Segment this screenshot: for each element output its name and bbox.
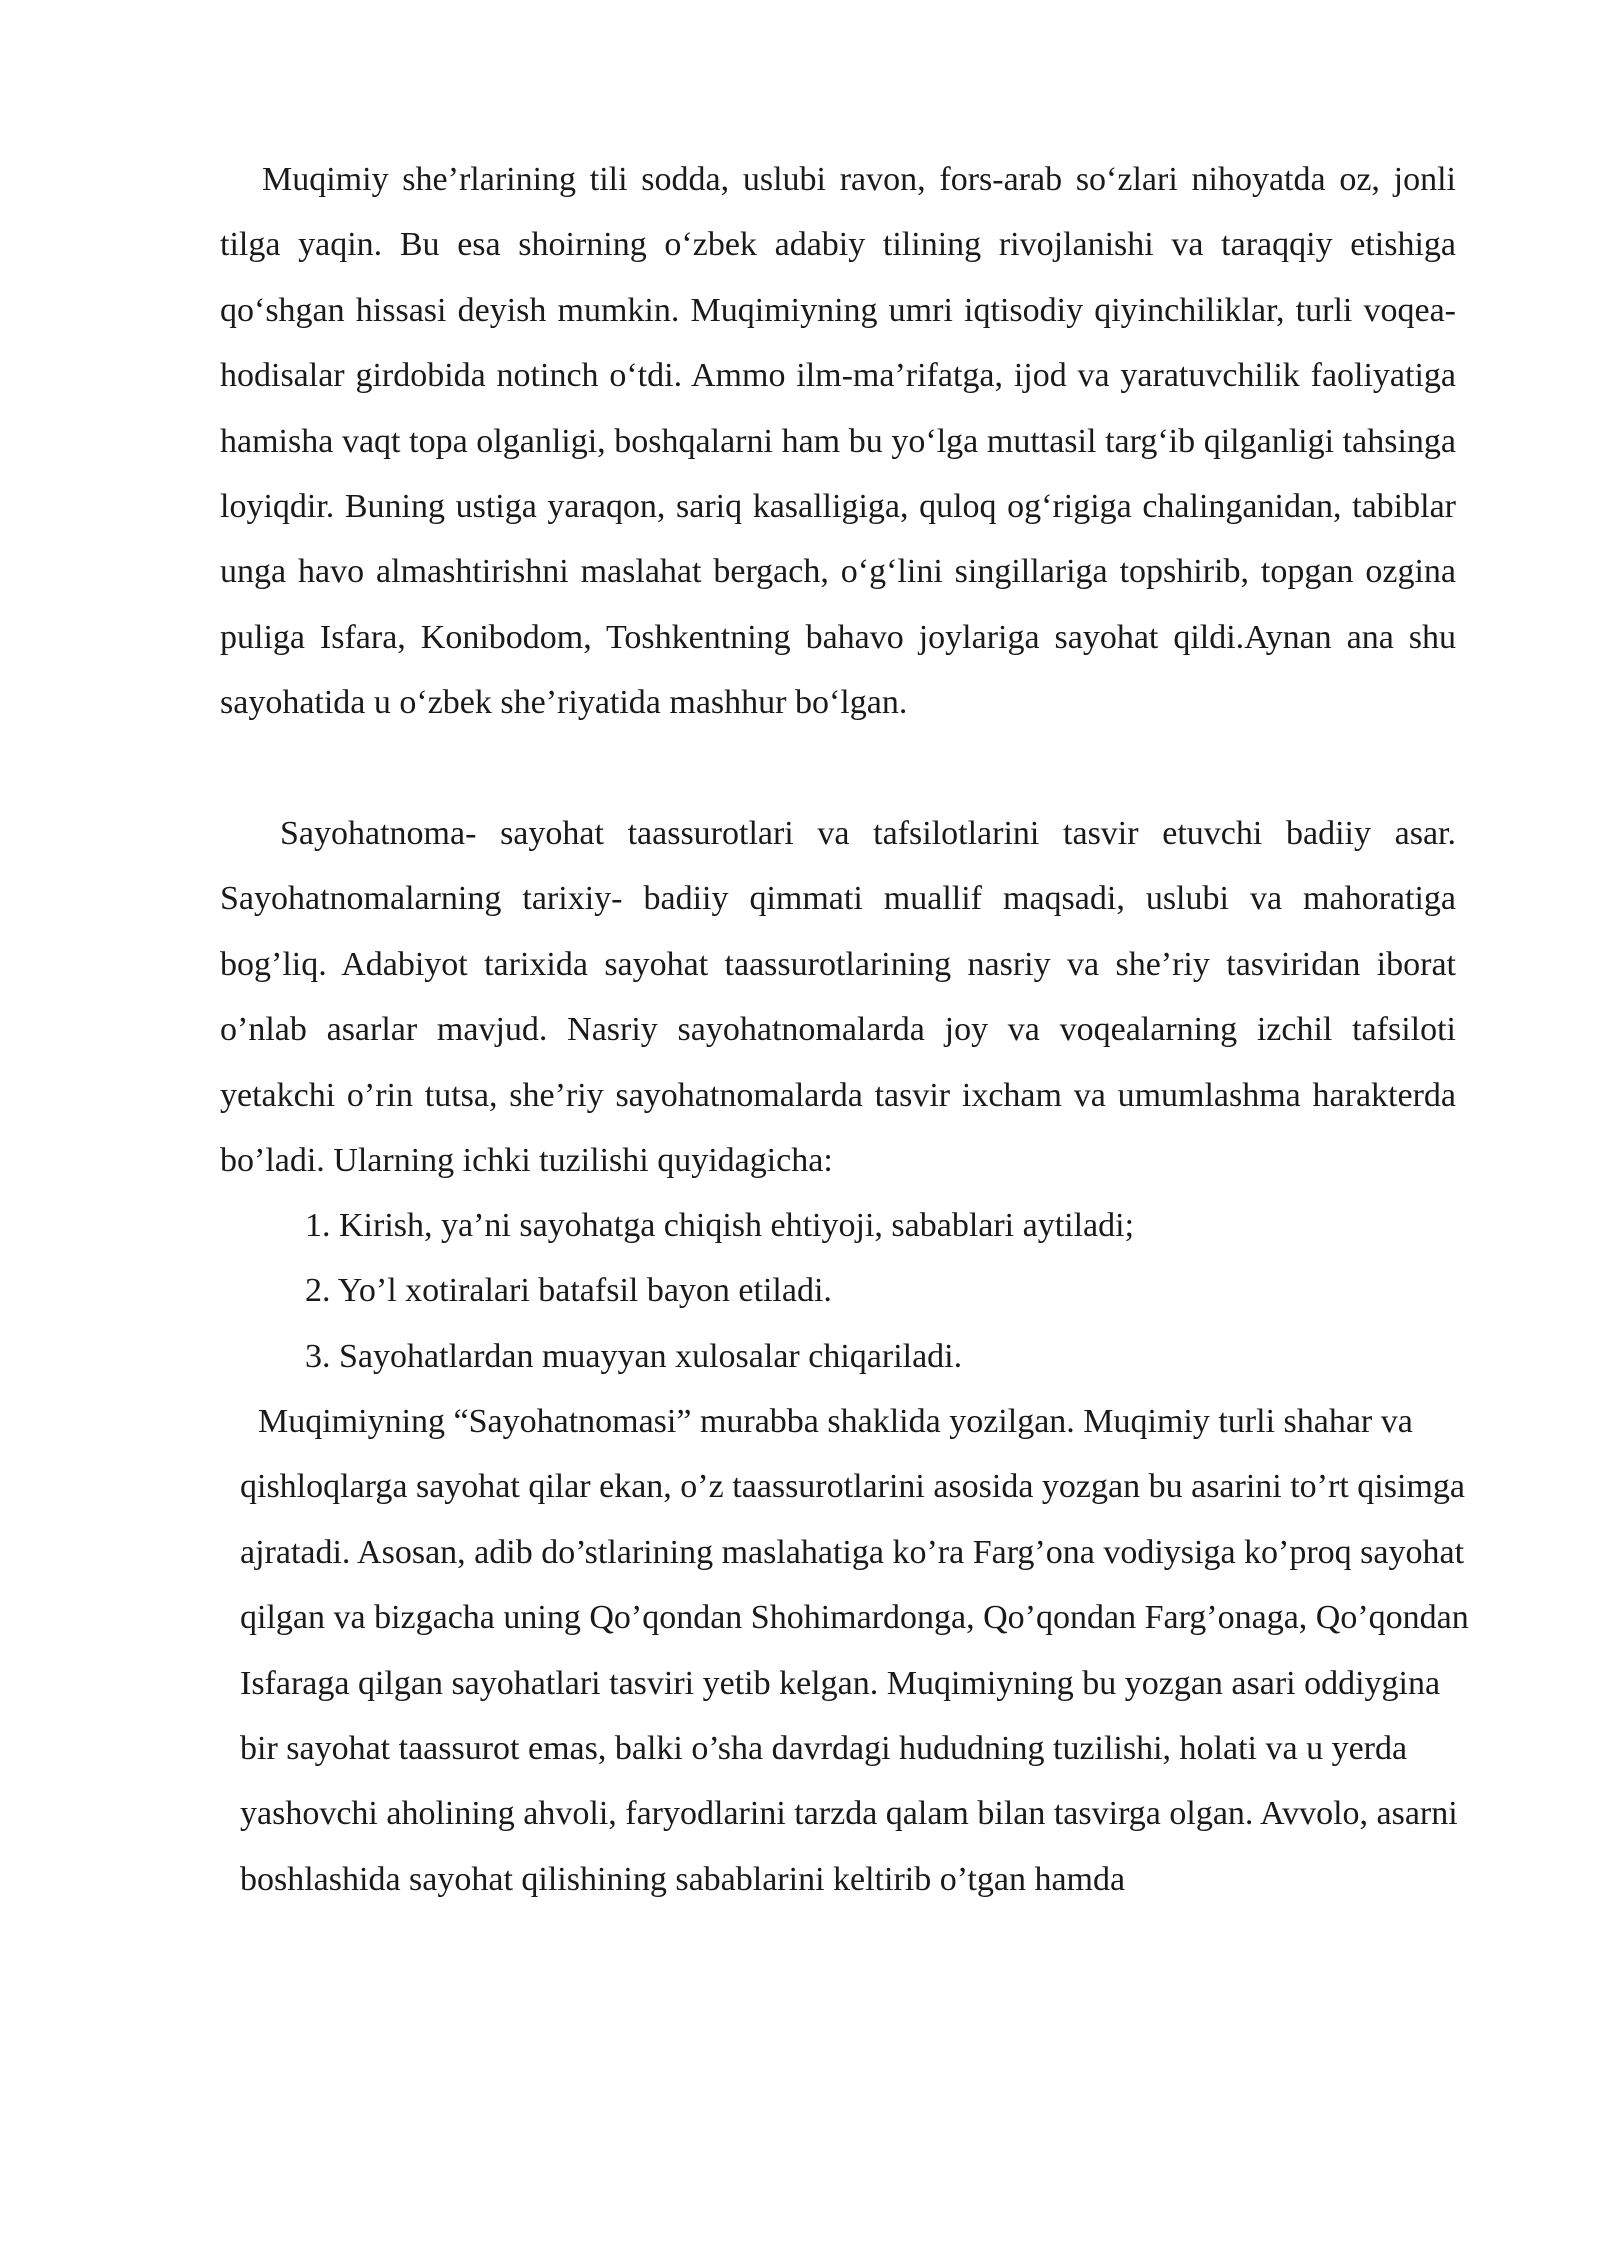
list-item: 2. Yo’l xotiralari batafsil bayon etiladi. [305, 1272, 832, 1310]
paragraph-muqimiy-language: Muqimiy she’rlarining tili sodda, uslubi ravon, fors-arab so‘zlari nihoyatda oz, jonli tilga yaqin. Bu esa shoirning o‘zbek adabiy tilining rivojlanishi va taraqqiy etishiga qo‘shgan hissasi deyish mumkin. Muqimiyning umri iqtisodiy qiyinchiliklar, turli voqea-hodisalar girdobida notinch o‘tdi. Ammo ilm-ma’rifatga, ijod va yaratuvchilik faoliyatiga hamisha vaqt topa olganligi, boshqalarni ham bu yo‘lga muttasil targ‘ib qilganligi tahsinga loyiqdir. Buning ustiga yaraqon, sariq kasalligiga, quloq og‘rigiga chalinganidan, tabiblar unga havo almashtirishni maslahat bergach, o‘g‘lini singillariga topshirib, topgan ozgina puliga Isfara, Konibodom, Toshkentning bahavo joylariga sayohat qildi.Aynan ana shu sayohatida u o‘zbek she’riyatida mashhur bo‘lgan. [220, 161, 1456, 722]
list-item: 3. Sayohatlardan muayyan xulosalar chiqariladi. [305, 1337, 963, 1375]
paragraph-sayohatnomasi-description: Muqimiyning “Sayohatnomasi” murabba shaklida yozilgan. Muqimiy turli shahar va qishloqlarga sayohat qilar ekan, o’z taassurotlarini asosida yozgan bu asarini to’rt qisimga ajratadi. Asosan, adib do’stlarining maslahatiga ko’ra Farg’ona vodiysiga ko’proq sayohat qilgan va bizgacha uning Qo’qondan Shohimardonga, Qo’qondan Farg’onaga, Qo’qondan Isfaraga qilgan sayohatlari tasviri yetib kelgan. Muqimiyning bu yozgan asari oddiygina bir sayohat taassurot emas, balki o’sha davrdagi hududning tuzilishi, holati va u yerda yashovchi aholining ahvoli, faryodlarini tarzda qalam bilan tasvirga olgan. Avvolo, asarni boshlashida sayohat qilishining sabablarini keltirib o’tgan hamda [240, 1403, 1469, 1898]
list-item: 1. Kirish, ya’ni sayohatga chiqish ehtiyoji, sabablari aytiladi; [305, 1207, 1135, 1244]
structure-list [305, 1193, 1134, 1389]
paragraph-sayohatnoma-definition: Sayohatnoma- sayohat taassurotlari va tafsilotlarini tasvir etuvchi badiiy asar. Sayohatnomalarning tarixiy- badiiy qimmati muallif maqsadi, uslubi va mahoratiga bog’liq. Adabiyot tarixida sayohat taassurotlarining nasriy va she’riy tasviridan iborat o’nlab asarlar mavjud. Nasriy sayohatnomalarda joy va voqealarning izchil tafsiloti yetakchi o’rin tutsa, she’riy sayohatnomalarda tasvir ixcham va umumlashma harakterda bo’ladi. Ularning ichki tuzilishi quyidagicha: [220, 815, 1456, 1180]
